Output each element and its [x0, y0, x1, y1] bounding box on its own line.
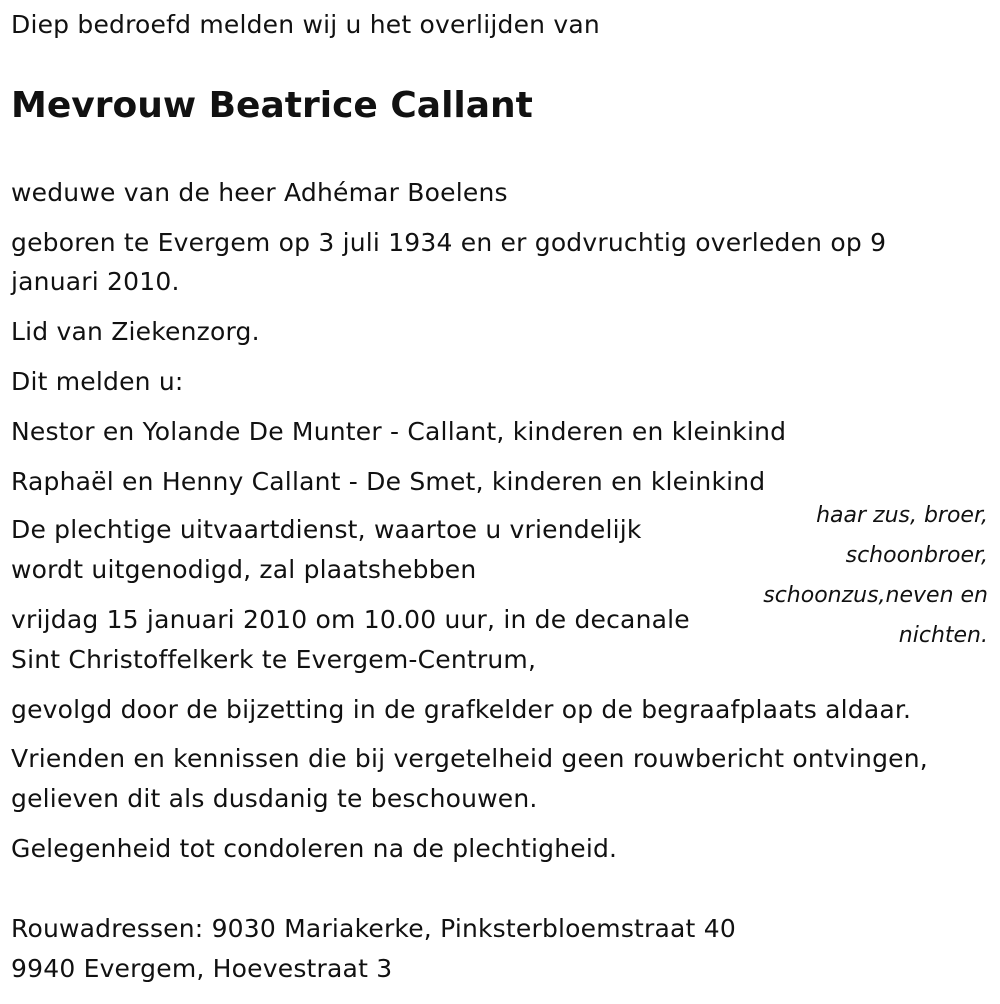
deceased-name: Mevrouw Beatrice Callant — [11, 85, 533, 126]
funeral-service-line-2: wordt uitgenodigd, zal plaatshebben — [11, 555, 477, 584]
relatives-note-line: haar zus, broer, — [816, 503, 988, 528]
burial-text: gevolgd door de bijzetting in de grafkelder op de begraafplaats aldaar. — [11, 695, 912, 724]
membership-text: Lid van Ziekenzorg. — [11, 317, 260, 346]
address-line-2: 9940 Evergem, Hoevestraat 3 — [11, 954, 393, 983]
widow-of-text: weduwe van de heer Adhémar Boelens — [11, 178, 508, 207]
funeral-date-line-1: vrijdag 15 januari 2010 om 10.00 uur, in de decanale — [11, 605, 690, 634]
friends-line-1: Vrienden en kennissen die bij vergetelheid geen rouwbericht ontvingen, — [11, 744, 928, 773]
announced-by-text: Dit melden u: — [11, 367, 184, 396]
intro-text: Diep bedroefd melden wij u het overlijden van — [11, 10, 600, 39]
funeral-service-line-1: De plechtige uitvaartdienst, waartoe u vriendelijk — [11, 515, 642, 544]
address-line-1: Rouwadressen: 9030 Mariakerke, Pinksterbloemstraat 40 — [11, 914, 736, 943]
birth-death-line-1: geboren te Evergem op 3 juli 1934 en er godvruchtig overleden op 9 — [11, 228, 887, 257]
relatives-note-line: schoonbroer, — [845, 543, 988, 568]
funeral-date-line-2: Sint Christoffelkerk te Evergem-Centrum, — [11, 645, 537, 674]
family-line-1: Nestor en Yolande De Munter - Callant, kinderen en kleinkind — [11, 417, 787, 446]
family-line-2: Raphaël en Henny Callant - De Smet, kinderen en kleinkind — [11, 467, 766, 496]
friends-line-2: gelieven dit als dusdanig te beschouwen. — [11, 784, 538, 813]
relatives-note — [728, 496, 988, 656]
condolences-text: Gelegenheid tot condoleren na de plechtigheid. — [11, 834, 618, 863]
birth-death-line-2: januari 2010. — [11, 267, 180, 296]
relatives-note-line: nichten. — [898, 623, 988, 648]
relatives-note-line: schoonzus,neven en — [763, 583, 988, 608]
